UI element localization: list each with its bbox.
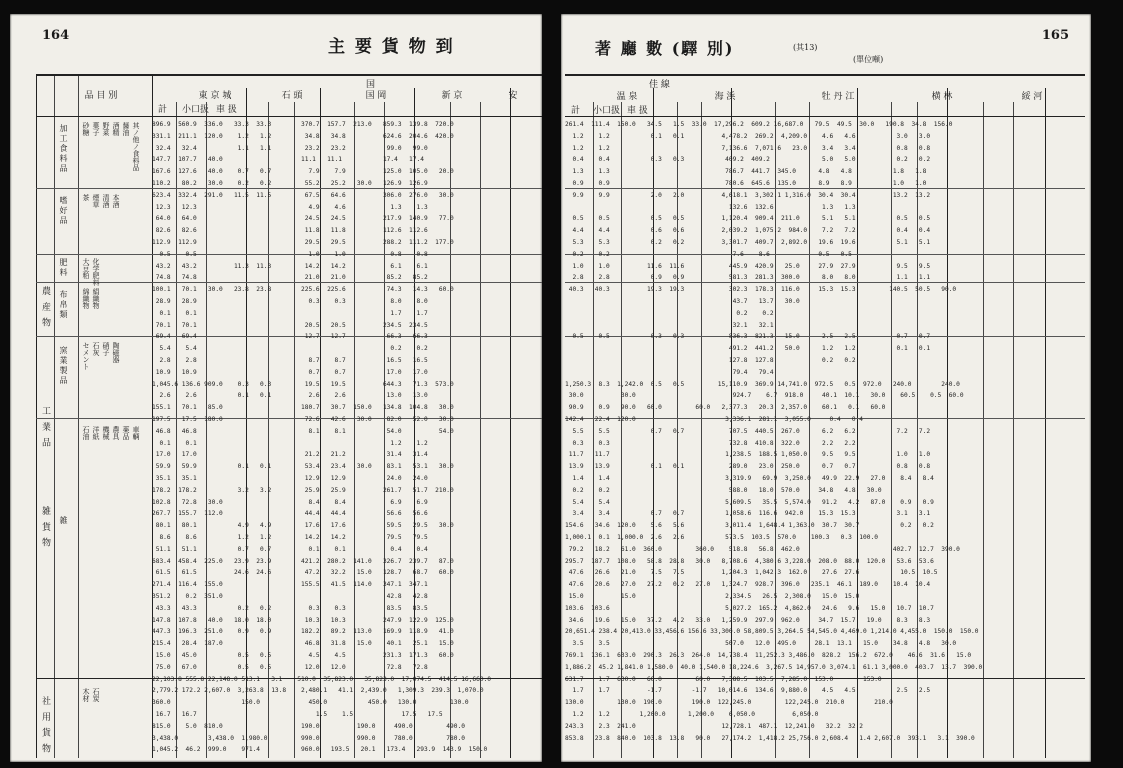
right-table-row: 1.4 1.4 3,319.9 69.9 3,250.0 49.9 22.9 27.0 8.4 8.4 [565,475,934,482]
left-table-row: 178.2 178.2 3.2 3.2 25.9 25.9 261.7 51.7 210.0 [152,486,454,494]
right-table-row: 4.4 4.4 0.6 0.6 2,039.2 1,075.2 984.0 7.2 7.2 0.4 0.4 [565,227,931,235]
left-table-row: 15.0 45.0 0.5 0.5 4.5 4.5 231.3 171.3 60.0 [152,652,454,659]
left-table-row: 69.4 69.4 12.7 12.7 66.3 66.3 [152,333,428,341]
left-table-row: 35.1 35.1 12.9 12.9 24.0 24.0 [152,475,428,482]
right-table-row: 295.7 187.7 108.0 58.8 28.8 30.0 8,708.6 4,380.6 3,228.0 208.0 88.0 120.0 53.6 53.6 [565,557,934,565]
right-table-row: 1,000.1 0.1 1,000.0 2.6 2.6 573.5 103.5 570.0 100.3 0.3 100.0 [565,534,878,541]
right-table-row: 1,886.2 45.2 1,841.0 1,580.0 40.0 1,540.0 18,224.6 3,267.5 14,957.0 3,074.1 61.1 3,000.0 403.7 13.7 390.0 [565,663,983,671]
region-header: 国 [366,80,376,90]
left-table-row: 360.0 150.0 450.0 450.0 130.0 130.0 [152,699,469,707]
subcat-misc: 雑 [59,516,68,526]
right-table-row: 5.5 5.5 0.7 0.7 707.5 440.5 267.0 6.2 6.2 7.2 7.2 [565,427,931,435]
left-table-row: 147.8 107.8 40.0 18.0 18.0 10.3 10.3 247.9 122.9 125.0 [152,616,454,624]
item-21: 農具 [112,426,120,440]
section-industry: 工 業 品 [40,406,50,449]
left-table-row: 5.4 5.4 0.2 0.2 [152,345,428,353]
right-table-row: 20,651.4 238.4 20,413.0 33,456.6 156.6 33,300.0 58,809.5 3,264.5 54,545.0 4,469.0 1,214.0 4,455.0 150.0 150.0 [565,628,979,636]
left-page-number: 164 [42,28,70,43]
row-header: 品 目 別 [84,91,118,101]
right-table-row: 853.8 23.8 840.0 103.8 13.8 90.0 27,174.2 1,418.2 25,756.0 2,608.4 1.4 2,607.0 393.1 3.1 390.0 [565,734,975,742]
item-17: 陶磁器 [112,342,120,363]
right-page-number: 165 [1041,28,1069,43]
right-table-row: 1.3 1.3 786.7 441.7 345.0 4.8 4.8 1.8 1.8 [565,168,927,176]
right-table-row: 15.0 15.0 2,334.5 26.5 2,308.0 15.0 15.0 [565,593,860,600]
left-table-row: 80.1 80.1 4.9 4.9 17.6 17.6 59.5 29.5 30.0 [152,522,454,530]
left-table-row: 16.7 16.7 1.5 1.5 17.5 17.5 [152,711,443,718]
item-8: 清酒 [102,194,110,208]
left-table-row: 102.8 72.8 30.0 8.4 8.4 6.9 6.9 [152,498,428,506]
unit-label: (單位噸) [853,55,884,64]
r-col-label-total: 計 [571,106,581,116]
left-table-header [36,76,542,117]
group-header-3: 新 京 [441,91,463,101]
right-table-row: 34.6 19.6 15.0 37.2 4.2 33.0 1,259.9 297.9 962.0 34.7 15.7 19.0 8.3 8.3 [565,616,931,624]
left-table-row: 1,045.2 46.2 999.0 971.4 960.0 193.5 20.1 173.4 293.9 143.9 150.0 [152,746,488,754]
item-11: 化学肥料 [92,258,100,286]
right-table-row: 1.2 1.2 1,200.0 1,200.0 6,050.0 6,050.0 [565,711,819,718]
r-group-4: 綏 河 [1021,92,1043,102]
left-table-row: 75.0 67.0 0.5 0.5 12.0 12.0 72.8 72.8 [152,663,428,671]
right-table-row: 132.6 132.6 1.3 1.3 [565,203,856,211]
right-table-row: 32.1 32.1 [565,321,774,329]
left-table-row: 12.3 12.3 4.9 4.6 1.3 1.3 [152,203,428,211]
item-14: セメント [82,342,90,370]
item-23: 車輌 [132,426,140,440]
r-group-0: 温 泉 [616,92,638,102]
right-table-row: 43.7 13.7 30.0 [565,298,800,305]
right-table-row: 79.4 79.4 [565,368,774,376]
right-table-row: 0.2 0.2 588.0 18.0 570.0 34.8 4.8 30.0 [565,486,882,494]
right-table-row: 103.6 103.6 5,027.2 165.2 4,862.0 24.6 9.6 15.0 10.7 10.7 [565,604,934,612]
item-6: 茶 [82,194,90,201]
right-table-row: 9.9 9.9 2.0 2.0 4,618.1 3,302.1 1,316.0 30.4 30.4 13.2 13.2 [565,191,931,199]
left-table-row: 82.6 82.6 11.8 11.8 112.6 112.6 [152,227,428,235]
left-table-row: 197.5 17.5 180.0 72.6 42.6 30.0 82.0 52.0 30.0 [152,416,454,423]
item-25: 石炭 [92,688,100,702]
left-table-row: 447.3 196.3 251.0 0.9 0.9 182.2 89.2 113.0 169.9 118.9 41.0 [152,628,454,636]
item-20: 機械 [102,426,110,440]
r-group-1: 海 浜 [714,92,736,102]
item-15: 石灰 [92,342,100,356]
subcat-cloth: 布帛類 [59,290,68,320]
right-table-row: 631.7 1.7 630.0 60.0 60.0 7,388.5 103.5 7,285.0 153.0 153.0 [565,675,882,683]
r-group-2: 牡 丹 江 [821,92,855,102]
item-16: 硝子 [102,342,110,356]
right-table-row: 243.3 2.3 241.0 12,728.1 487.1 12,241.0 32.2 32.2 [565,722,864,730]
page-gutter [542,0,561,768]
left-table-row: 43.3 43.3 0.2 0.2 0.3 0.3 83.5 83.5 [152,604,428,612]
item-22: 薬品 [122,426,130,440]
group-header-2: 国 岡 [365,91,387,101]
right-table-row: 1.7 1.7 -1.7 -1.7 10,014.6 134.6 9,880.0 4.5 4.5 2.5 2.5 [565,687,931,695]
item-1: 菓子 [92,122,100,136]
right-table-row: 3.5 3.5 507.0 12.0 495.0 28.1 13.1 15.0 34.8 4.8 30.0 [565,640,957,648]
right-table-row: 47.6 26.6 21.0 7.5 7.5 1,204.3 1,042.3 162.0 27.6 27.6 10.5 10.5 [565,569,938,577]
left-table-row: 74.8 74.8 21.0 21.0 85.2 85.2 [152,274,428,282]
left-page-title: 主 要 貨 物 到 [328,37,455,57]
left-table-row: 32.4 32.4 1.1 1.1 23.2 23.2 99.0 99.0 [152,144,428,152]
item-2: 野菜 [102,122,110,136]
item-13: 絹織物 [92,288,100,309]
right-table-row: 0.9 0.9 780.6 645.6 135.0 8.9 8.9 1.0 1.0 [565,180,927,187]
left-table-row: 1,045.6 136.6 909.0 0.3 0.3 19.5 19.5 644.3 71.3 573.0 [152,380,454,388]
right-title-suffix: (其13) [793,43,818,52]
section-agri: 農 産 物 [40,286,50,329]
right-page [561,14,1091,762]
right-table-row: 0.4 0.4 0.3 0.3 409.2 409.2 5.0 5.0 0.2 0.2 [565,156,931,164]
left-table-row: 2,779.2 172.2 2,607.0 3,263.8 13.8 2,480.1 41.1 2,439.0 1,309.3 239.3 1,070.0 [152,687,484,695]
left-table-row: 271.4 116.4 155.0 155.5 41.5 114.0 347.1 347.1 [152,581,428,589]
subcat-luxury: 嗜好品 [59,196,68,226]
left-table-row: 51.1 51.1 0.7 0.7 0.1 0.1 0.4 0.4 [152,545,428,553]
left-table-row: 0.1 0.1 1.2 1.2 [152,439,428,447]
left-table [36,74,542,758]
right-table-row: 1.2 1.2 7,136.6 7,071.6 23.0 3.4 3.4 0.8 0.8 [565,144,931,152]
right-page-title: 著 廳 數 (驛 別) [595,39,735,58]
left-table-row: 331.1 211.1 120.0 1.2 1.2 34.8 34.8 624.6 204.6 420.0 [152,132,454,140]
left-table-row: 43.2 43.2 11.3 11.3 14.2 14.2 6.1 6.1 [152,262,428,270]
left-table-row: 2.6 2.6 0.1 0.1 2.6 2.6 13.0 13.0 [152,392,428,400]
right-table [565,74,1085,758]
left-table-row: 8.6 8.6 1.2 1.2 14.2 14.2 79.5 79.5 [152,534,428,541]
left-table-row: 155.1 70.1 85.0 180.7 30.7 150.0 134.8 104.8 30.0 [152,404,454,412]
item-7: 煙草 [92,194,100,208]
left-table-row: 28.9 28.9 0.3 0.3 8.0 8.0 [152,298,428,305]
left-table-row: 351.2 0.2 351.0 42.8 42.8 [152,593,428,600]
right-table-row: 769.1 136.1 633.0 290.3 26.3 264.0 14,738.4 11,252.3 3,486.0 828.2 156.2 672.0 46.6 31.6 15.0 [565,652,972,659]
left-page [10,14,542,762]
left-table-row: 100.1 70.1 30.0 23.8 23.8 225.6 225.6 74.3 14.3 60.0 [152,286,454,294]
left-table-row: 815.0 5.0 810.0 190.0 190.0 490.0 490.0 [152,722,465,730]
right-table-row: 154.6 34.6 120.0 5.6 5.6 3,011.4 1,648.4 1,363.0 30.7 30.7 0.2 0.2 [565,522,934,530]
right-table-row: 79.2 18.2 61.0 360.0 360.0 518.8 56.8 462.0 402.7 12.7 390.0 [565,545,960,553]
item-24: 木材 [82,688,90,702]
right-table-row: 2.8 2.8 0.9 0.9 581.3 281.3 300.0 8.0 8.0 1.1 1.1 [565,274,931,282]
left-table-row: 22,103.8 555.8 22,148.0 513.1 3.1 510.0 35,823.0 35,823.0 17,074.5 414.5 16,660.0 [152,675,491,683]
left-table-row: 112.9 112.9 29.5 29.5 288.2 111.2 177.0 [152,239,454,246]
left-table-row: 167.6 127.6 40.0 0.7 0.7 7.9 7.9 125.0 105.0 20.0 [152,168,454,176]
right-table-row: 5.3 5.3 0.2 0.2 3,301.7 409.7 2,892.0 19.6 19.6 5.1 5.1 [565,239,931,246]
left-table-row: 0.5 0.5 1.0 1.0 0.8 0.8 [152,250,428,258]
right-table-row: 1.2 1.2 0.1 0.1 4,478.2 269.2 4,209.0 4.6 4.6 3.0 3.0 [565,132,931,140]
item-5: 其ノ他ノ食料品 [132,122,140,171]
item-9: 本酒 [112,194,120,208]
left-table-row: 17.0 17.0 21.2 21.2 31.4 31.4 [152,451,428,459]
item-19: 洋紙 [92,426,100,440]
subcat-fertilizer: 肥料 [59,258,68,278]
group-header-4: 安 [508,91,518,101]
right-table-row: 0.5 0.5 0.3 0.3 836.3 821.3 15.0 2.5 2.5 0.7 0.7 [565,333,931,341]
subcat-food: 加工食料品 [59,124,68,174]
right-table-row: 40.3 40.3 19.3 19.3 302.3 178.3 116.0 15.3 15.3 140.5 50.5 90.0 [565,286,957,294]
subcat-ceramic: 窯業製品 [59,346,68,386]
item-3: 酒精 [112,122,120,136]
left-table-row: 59.9 59.9 0.1 0.1 53.4 23.4 30.0 83.1 53.1 30.0 [152,463,454,471]
right-table-row: 0.2 0.2 [565,309,774,317]
right-table-row: 11.7 11.7 1,238.5 188.5 1,050.0 9.5 9.5 1.0 1.0 [565,451,931,459]
left-table-row: 46.8 46.8 8.1 8.1 54.0 54.0 [152,427,454,435]
left-table-row: 683.4 458.4 225.0 23.9 23.9 421.2 280.2 141.0 326.7 239.7 87.0 [152,557,454,565]
group-header-0: 東 京 城 [198,91,232,101]
right-table-row: 47.6 20.6 27.0 27.2 0.2 27.0 1,324.7 928.7 396.0 235.1 46.1 189.0 10.4 10.4 [565,581,931,589]
left-table-row: 10.9 10.9 0.7 0.7 17.0 17.0 [152,368,428,376]
item-10: 大豆粕 [82,258,90,279]
item-18: 石油 [82,426,90,440]
col-label-total: 計 [158,105,168,115]
left-table-row: 70.1 70.1 20.5 20.5 234.5 234.5 [152,321,428,329]
right-table-row: 130.0 130.0 190.0 190.0 122,245.0 122,245.0 210.0 210.0 [565,699,893,707]
right-table-row: 261.4 111.4 150.0 34.5 1.5 33.0 17,296.2 609.2 16,687.0 79.5 49.5 30.0 190.8 34.8 156.0 [565,121,953,128]
right-table-row: 0.5 0.5 0.5 0.5 1,120.4 909.4 211.0 5.1 5.1 0.5 0.5 [565,215,931,223]
col-label-car: 車 扱 [216,105,237,115]
right-table-row: 1.0 1.0 11.6 11.6 445.9 420.9 25.0 27.9 27.9 9.5 9.5 [565,262,931,270]
left-table-row: 64.0 64.0 24.5 24.5 217.9 140.9 77.0 [152,215,454,223]
right-table-row: 30.0 30.0 924.7 6.7 918.0 40.1 10.1 30.0 60.5 0.5 60.0 [565,392,964,400]
right-table-row: 491.2 441.2 50.0 1.2 1.2 0.1 0.1 [565,345,931,353]
right-table-row: 142.4 22.4 120.0 3,336.1 281.1 3,055.0 0.4 0.4 [565,416,864,423]
item-4: 醤油 [122,122,130,136]
right-table-row: 127.8 127.8 0.2 0.2 [565,357,856,364]
right-table-row: 0.2 0.2 7.6 8.6 0.5 0.5 [565,250,852,258]
r-group-3: 横 林 [931,92,953,102]
left-table-row: 2.8 2.8 8.7 8.7 16.5 16.5 [152,357,428,364]
r-col-label-car: 車 扱 [627,106,648,116]
right-region-header: 佳 線 [649,80,670,90]
left-table-row: 623.4 332.4 291.0 11.5 11.5 67.5 64.6 306.0 276.0 30.0 [152,191,454,199]
right-table-row: 90.9 0.9 90.0 60.0 60.0 2,377.3 20.3 2,357.0 60.1 0.1 60.0 [565,404,886,412]
left-table-row: 267.7 155.7 112.0 44.4 44.4 56.6 56.6 [152,510,428,518]
right-table-row: 3.4 3.4 0.7 0.7 1,058.6 116.6 942.0 15.3 15.3 3.1 3.1 [565,510,931,518]
section-company: 社 用 貨 物 [40,696,50,755]
right-table-row: 0.3 0.3 732.8 410.8 322.0 2.2 2.2 [565,439,856,447]
group-header-1: 石 頭 [281,91,303,101]
col-label-small: 小口扱 [182,105,210,115]
r-col-label-small: 小口扱 [593,106,621,116]
item-12: 綿織物 [82,288,90,309]
right-table-row: 13.9 13.9 0.1 0.1 289.0 23.0 250.0 0.7 0.7 0.8 0.8 [565,463,931,471]
right-table-row: 5.4 5.4 5,609.5 35.5 5,574.0 91.2 4.2 87.0 0.9 0.9 [565,498,934,506]
left-table-row: 147.7 107.7 40.0 11.1 11.1 17.4 17.4 [152,156,424,164]
left-table-row: 110.2 80.2 30.0 0.2 0.2 55.2 25.2 30.0 126.9 126.9 [152,180,428,187]
left-table-row: 0.1 0.1 1.7 1.7 [152,309,428,317]
left-table-row: 61.5 61.5 24.6 24.6 47.2 32.2 15.0 128.7 68.7 60.0 [152,569,454,577]
item-0: 砂糖 [82,122,90,136]
right-table-header [565,76,1085,117]
right-table-row: 1,250.3 8.3 1,242.0 0.5 0.5 15,110.9 369.9 14,741.0 972.5 0.5 972.0 240.0 240.0 [565,380,960,388]
left-table-row: 215.4 28.4 187.0 46.8 31.8 15.0 40.1 25.1 15.0 [152,640,454,648]
left-table-row: 3,438.0 3,438.0 1,980.0 990.0 990.0 780.0 780.0 [152,734,465,742]
left-table-row: 896.9 560.9 336.0 33.3 33.3 370.7 157.7 213.0 859.3 139.8 720.0 [152,121,454,128]
section-misc: 雑 貨 物 [40,506,50,549]
